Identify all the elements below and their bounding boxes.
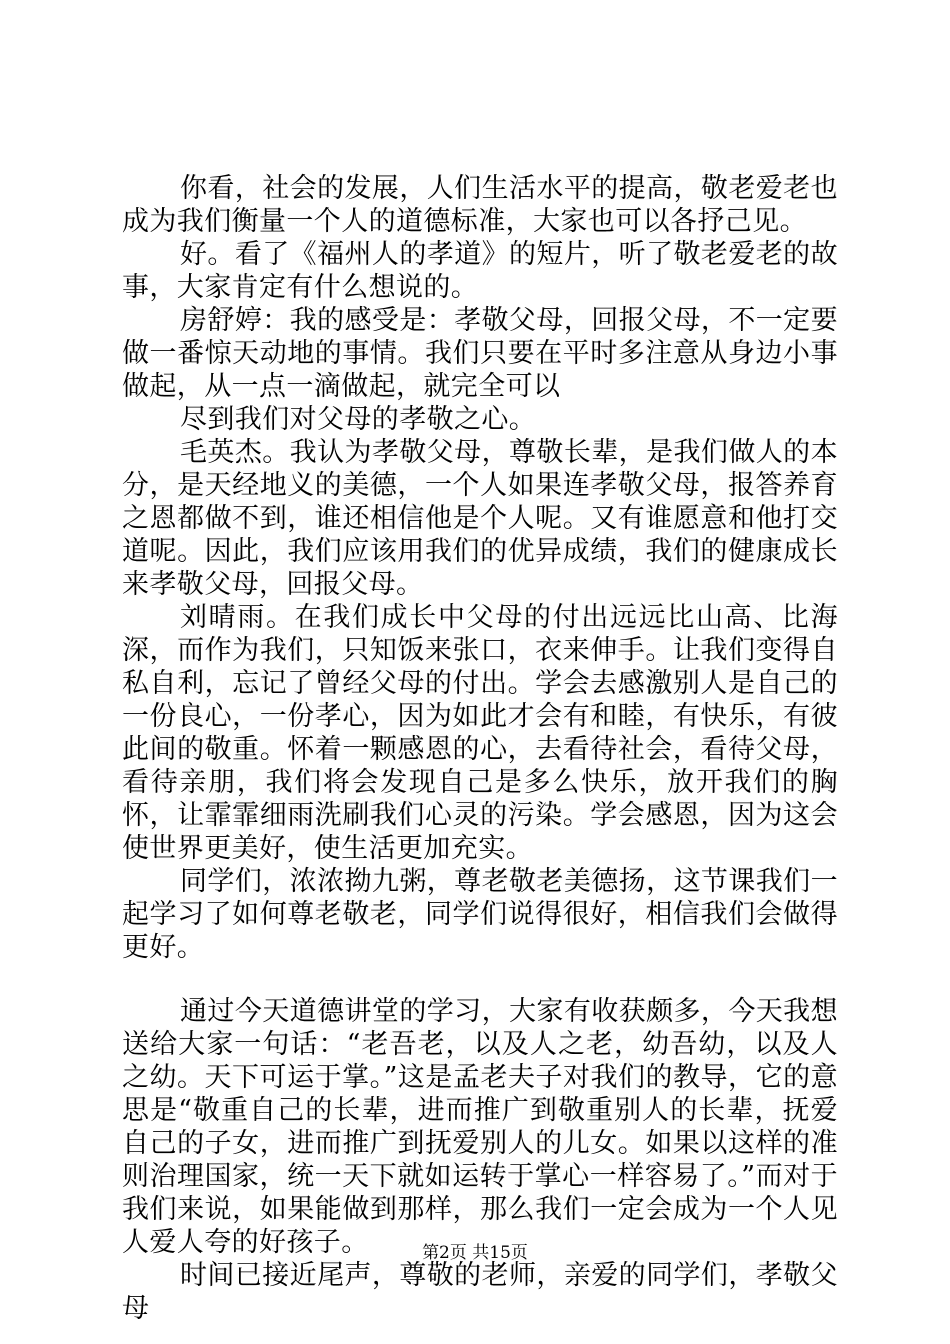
paragraph: 你看，社会的发展，人们生活水平的提高，敬老爱老也成为我们衡量一个人的道德标准，大家也可以各抒己见。: [122, 173, 838, 237]
paragraph: 同学们，浓浓拗九粥，尊老敬老美德扬，这节课我们一起学习了如何尊老敬老，同学们说得很好，相信我们会做得更好。: [122, 866, 838, 963]
paragraph: 通过今天道德讲堂的学习，大家有收获颇多，今天我想送给大家一句话：“老吾老，以及人之老，幼吾幼，以及人之幼。天下可运于掌。”这是孟老夫子对我们的教导，它的意思是“敬重自己的长辈，进而推广到敬重别人的长辈，抚爱自己的子女，进而推广到抚爱别人的儿女。如果以这样的准则治理国家，统一天下就如运转于掌心一样容易了。”而对于我们来说，如果能做到那样，那么我们一定会成为一个人见人爱人夸的好孩子。: [122, 996, 838, 1258]
paragraph: 毛英杰。我认为孝敬父母，尊敬长辈，是我们做人的本分，是天经地义的美德，一个人如果连孝敬父母，报答养育之恩都做不到，谁还相信他是个人呢。又有谁愿意和他打交道呢。因此，我们应该用我们的优异成绩，我们的健康成长来孝敬父母，回报父母。: [122, 437, 838, 600]
paragraph: 尽到我们对父母的孝敬之心。: [180, 404, 537, 435]
paragraph: 时间已接近尾声，尊敬的老师，亲爱的同学们，孝敬父母: [122, 1260, 838, 1324]
paragraph: 房舒婷：我的感受是：孝敬父母，回报父母，不一定要做一番惊天动地的事情。我们只要在平时多注意从身边小事做起，从一点一滴做起，就完全可以: [122, 305, 838, 402]
paragraph: 好。看了《福州人的孝道》的短片，听了敬老爱老的故事，大家肯定有什么想说的。: [122, 239, 838, 303]
document-body: [122, 172, 838, 1325]
paragraph: 刘晴雨。在我们成长中父母的付出远远比山高、比海深，而作为我们，只知饭来张口，衣来伸手。让我们变得自私自利，忘记了曾经父母的付出。学会去感激别人是自己的一份良心，一份孝心，因为如此才会有和睦，有快乐，有彼此间的敬重。怀着一颗感恩的心，去看待社会，看待父母，看待亲朋，我们将会发现自己是多么快乐，放开我们的胸怀，让霏霏细雨洗刷我们心灵的污染。学会感恩，因为这会使世界更美好，使生活更加充实。: [122, 602, 838, 864]
paragraph-spacer: [122, 964, 838, 995]
page-number-footer: 第2页 共15页: [422, 1243, 528, 1263]
